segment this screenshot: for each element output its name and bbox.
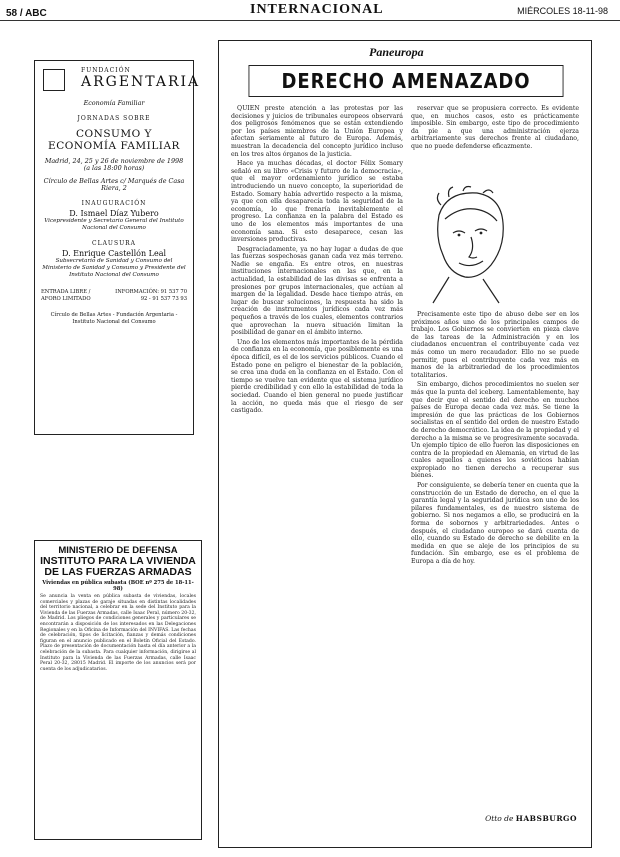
sponsor-line: Economía Familiar [83,99,145,107]
paragraph: Precisamente este tipo de abuso debe ser en los próximos años uno de los principales campos de trabajo. Los Gobiernos se convierten en pieza clave de las tareas de la Administración y en los ciudadanos encuentran el contribuyente cada vez más como un mero recaudador. Ello no se puede permitir, pues el contribuyente cada vez más en manos de la arbitrariedad de los procedimientos totalitarios. [411,311,579,379]
paragraph: Sin embargo, dichos procedimientos no suelen ser más que la punta del iceberg. Lamentablemente, hay que decir que el sentido del derecho en muchos países de Europa decae cada vez más. Se tiene la impresión de que las prácticas de los Gobiernos socialistas en el sentido del orden de nuestro Estado de derecho democrático. La idea de la propiedad y el derecho a la misma se ve progresivamente socavada. Un ejemplo típico de ello fueron las disposiciones en contra de la propiedad en Alemania, en virtud de las cuales aquellos a quienes los soviéticos habían expropiado no tienen derecho a recuperar sus bienes. [411,381,579,480]
event-advertisement [34,60,201,435]
event-footer: Círculo de Bellas Artes - Fundación Argentaria - Instituto Nacional del Consumo [50,312,178,325]
notice-institute: INSTITUTO PARA LA VIVIENDA DE LAS FUERZAS ARMADAS [40,555,196,578]
brand-small: FUNDACIÓN [81,67,131,74]
paragraph: reservar que se propusiera correcto. Es evidente que, en muchos casos, esto es prácticamente imposible. Sin embargo, este tipo de procedimiento da pie a que una administración ejerza arbitrariamente sus derechos frente al ciudadano, que no puede defenderse eficazmente. [411,105,579,150]
paragraph: QUIEN preste atención a las protestas por las decisiones y juicios de tribunales europeos observará dos peligrosos fenómenos que se están extendiendo por los países miembros de la Unión Europea y afectan seriamente al futuro de Europa. Además, muestran la decadencia del concepto jurídico incluso en los tres altos órganos de la justicia. [231,105,403,158]
event-title: CONSUMO Y ECONOMÍA FAMILIAR [48,128,180,152]
article-column-2 [411,311,579,568]
article-column-1 [231,105,403,417]
foundation-logo [43,69,65,91]
closing-speaker: D. Enrique Castellón Leal [61,249,167,258]
event-info-grid [41,289,187,302]
article-column-2-top [411,105,579,185]
inauguration-role: Vicepresidente y Secretario General del Instituto Nacional del Consumo [44,218,184,231]
closing-heading: CLAUSURA [92,240,136,247]
notice-body: Se anuncia la venta en pública subasta de viviendas, locales comerciales y plazas de garaje situadas en distintas localidades del territorio nacional, a celebrar en la sede del Instituto para la Vivienda de las Fuerzas Armadas, calle Isaac Peral, número 20-32, de Madrid. Los pliegos de condiciones generales y particulares se encontrarán a disposición de los interesados en las Delegaciones Regionales y en la Oficina de Información del INVIFAS. Las fechas de celebración, tipos de licitación, fianzas y demás condiciones figuran en el anuncio publicado en el Boletín Oficial del Estado. Plazo de presentación de documentación hasta el día anterior a la celebración de la subasta. Para cualquier información, dirigirse al Instituto para la Vivienda de las Fuerzas Armadas, calle Isaac Peral 20-32, 28015 Madrid. El importe de los anuncios será por cuenta de los adjudicatarios. [40,594,196,672]
event-type: JORNADAS SOBRE [77,115,151,122]
event-dates: Madrid, 24, 25 y 26 de noviembre de 1998 (a las 18:00 horas) [44,157,184,172]
notice-subtitle: Viviendas en pública subasta (BOE nº 275 de 18-11-98) [42,580,194,592]
inauguration-speaker: D. Ismael Díaz Yubero [69,209,159,218]
paragraph: Hace ya muchas décadas, el doctor Félix Somary señaló en su libro «Crisis y futuro de la democracia», que el mayor ordenamiento jurídico se estaba introduciendo un nuevo concepto, la superioridad de Estado. Somary había advertido respecto a la misma, ya que con ella desaparecía toda la seguridad de la economía, lo que frenaría inevitablemente el progreso. La confianza en la palabra del Estado es uno de los elementos más importantes de una economía sana. Si esto desaparece, cesan las inversiones productivas. [231,160,403,244]
public-notice [34,540,202,840]
section-title: INTERNACIONAL [250,2,384,17]
signature-name: HABSBURGO [515,814,577,823]
paragraph: Uno de los elementos más importantes de la pérdida de confianza en la economía, que posiblemente es una época difícil, es el de los servicios públicos. Cuando el Estado pone en peligro el bienestar de la población, se crea una duda en la confianza en el Estado. Con el tiempo se vuelve tan evidente que el sistema jurídico pierde credibilidad y con ello la estabilidad de toda la sociedad. Cuando el bien general no puede justificar la acción, no queda más que el riesgo de ser castigado. [231,338,403,415]
paragraph: Por consiguiente, se debería tener en cuenta que la construcción de un Estado de derecho, en el que la garantía legal y la seguridad jurídica son uno de los pilares fundamentales, es de nuestro sistema de gobierno. Si nos negamos a ello, se producirá en la forma de sobornos y arbitrariedades. Antes o después, el ciudadano europeo se dará cuenta de ello, cuando su Estado de derecho se debilite en la medida en que se aleje de los principios de su fundación. Sin embargo, ese es el problema de Europa a día de hoy. [411,482,580,565]
article-headline: DERECHO AMENAZADO [249,65,564,97]
article-kicker: Paneuropa [369,45,424,59]
contact-info: INFORMACIÓN: 91 537 70 92 - 91 537 73 93 [115,289,187,302]
closing-role: Subsecretario de Sanidad y Consumo del Ministerio de Sanidad y Consumo y Presidente del Instituto Nacional del Consumo [42,258,186,278]
article-signature [485,814,577,823]
header-rule [0,20,620,21]
issue-date: MIÉRCOLES 18-11-98 [517,6,608,16]
entry-info: ENTRADA LIBRE / AFORO LIMITADO [41,289,91,302]
page-number: 58 / ABC [6,8,47,19]
author-caricature [419,185,513,305]
article [218,40,592,848]
brand-name: ARGENTARIA [81,74,201,90]
inauguration-heading: INAUGURACIÓN [81,200,147,207]
event-venue: Círculo de Bellas Artes c/ Marqués de Casa Riera, 2 [43,177,185,192]
notice-ministry: MINISTERIO DE DEFENSA [58,545,178,556]
signature-prefix: Otto de [485,814,514,823]
page-header [0,0,620,36]
paragraph: Desgraciadamente, ya no hay lugar a dudas de que las fuerzas sospechosas ganan cada vez más terreno. Nadie se engaña. Es entre otros, en nuestras instituciones internacionales en las que, en la actualidad, la estabilidad de las divisas se enfrenta a presiones por grupos internacionales, que actúan al margen de la legalidad. Desde hace tiempo atrás, en lugar de buscar soluciones, la respuesta ha sido la creación de instrumentos jurídicos cada vez más pequeños a través de los cuales, elementos contrarios que aprovechan la nueva situación limitan la posibilidad de ganar en el ámbito interno. [231,245,403,337]
